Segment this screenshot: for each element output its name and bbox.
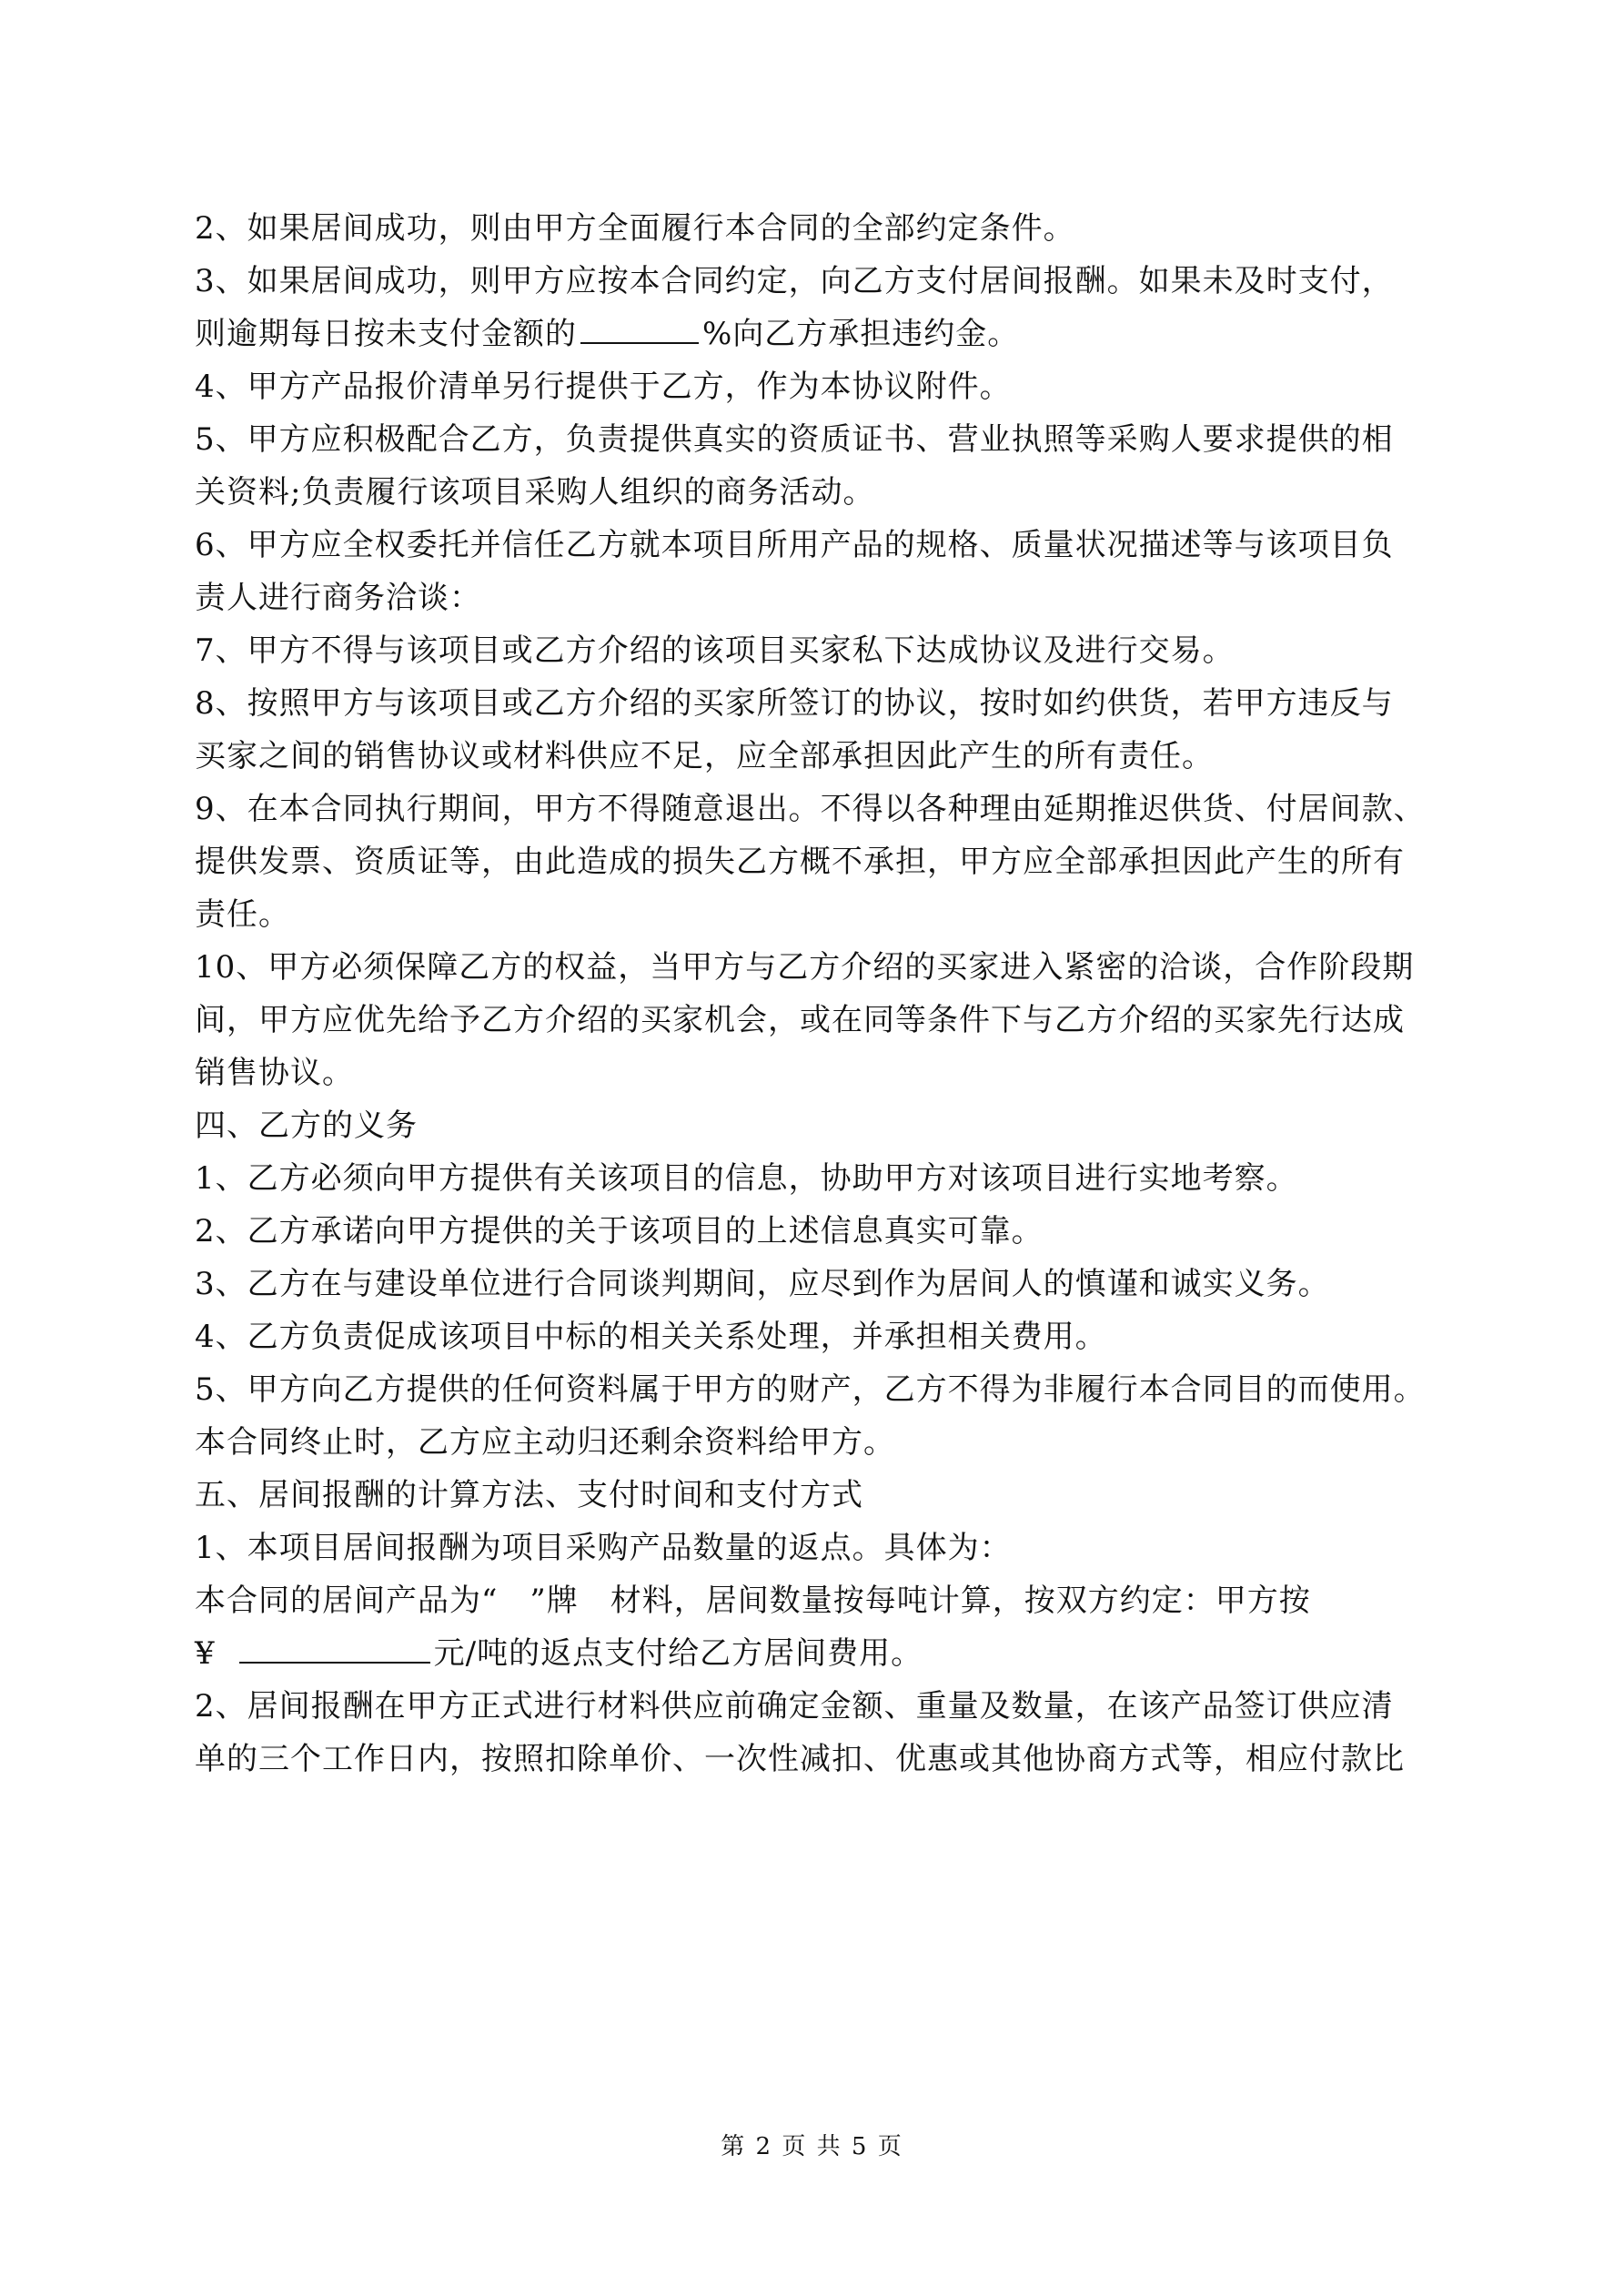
fee-amount-blank[interactable] <box>239 1627 430 1664</box>
text-line: 2、如果居间成功，则由甲方全面履行本合同的全部约定条件。 <box>195 210 1075 247</box>
text-line: 3、乙方在与建设单位进行合同谈判期间，应尽到作为居间人的慎谨和诚实义务。 <box>195 1266 1330 1302</box>
text-line: 1、乙方必须向甲方提供有关该项目的信息，协助甲方对该项目进行实地考察。 <box>195 1160 1298 1197</box>
text-line: 1、本项目居间报酬为项目采购产品数量的返点。具体为： <box>195 1530 1012 1566</box>
text-line: 4、甲方产品报价清单另行提供于乙方，作为本协议附件。 <box>195 369 1012 405</box>
text-line: 关资料;负责履行该项目采购人组织的商务活动。 <box>195 474 875 511</box>
fee-line-after: 元/吨的返点支付给乙方居间费用。 <box>433 1635 923 1672</box>
text-line: 销售协议。 <box>195 1055 354 1091</box>
text-line: 责人进行商务洽谈： <box>195 580 481 616</box>
penalty-line-after: %向乙方承担违约金。 <box>702 316 1020 352</box>
text-line: 2、居间报酬在甲方正式进行材料供应前确定金额、重量及数量，在该产品签订供应清 <box>195 1688 1394 1725</box>
text-line: 7、甲方不得与该项目或乙方介绍的该项目买家私下达成协议及进行交易。 <box>195 632 1235 669</box>
text-line: 3、如果居间成功，则甲方应按本合同约定，向乙方支付居间报酬。如果未及时支付， <box>195 263 1394 299</box>
text-line: 本合同终止时，乙方应主动归还剩余资料给甲方。 <box>195 1424 895 1461</box>
text-line: 5、甲方应积极配合乙方，负责提供真实的资质证书、营业执照等采购人要求提供的相 <box>195 421 1394 458</box>
penalty-line-before: 则逾期每日按未支付金额的 <box>195 316 577 352</box>
text-line: 8、按照甲方与该项目或乙方介绍的买家所签订的协议，按时如约供货，若甲方违反与 <box>195 685 1394 722</box>
section-heading: 四、乙方的义务 <box>195 1108 418 1144</box>
text-line: 4、乙方负责促成该项目中标的相关关系处理，并承担相关费用。 <box>195 1319 1107 1355</box>
text-line: 责任。 <box>195 896 290 933</box>
text-line: 9、在本合同执行期间，甲方不得随意退出。不得以各种理由延期推迟供货、付居间款、 <box>195 791 1426 827</box>
text-line: 提供发票、资质证等，由此造成的损失乙方概不承担，甲方应全部承担因此产生的所有 <box>195 844 1405 880</box>
section-heading: 五、居间报酬的计算方法、支付时间和支付方式 <box>195 1477 863 1513</box>
text-line: 单的三个工作日内，按照扣除单价、一次性减扣、优惠或其他协商方式等，相应付款比 <box>195 1741 1405 1777</box>
penalty-rate-blank[interactable] <box>580 308 699 344</box>
fee-line <box>195 1627 1441 1680</box>
text-line: 买家之间的销售协议或材料供应不足，应全部承担因此产生的所有责任。 <box>195 738 1214 774</box>
contract-body <box>195 202 1441 1785</box>
text-line: 2、乙方承诺向甲方提供的关于该项目的上述信息真实可靠。 <box>195 1213 1044 1249</box>
text-line: 5、甲方向乙方提供的任何资料属于甲方的财产，乙方不得为非履行本合同目的而使用。 <box>195 1371 1426 1408</box>
text-line: 本合同的居间产品为“ ”牌 材料，居间数量按每吨计算，按双方约定：甲方按 <box>195 1583 1311 1619</box>
text-line: 间，甲方应优先给予乙方介绍的买家机会，或在同等条件下与乙方介绍的买家先行达成 <box>195 1002 1405 1038</box>
penalty-line <box>195 308 1441 360</box>
text-line: 10、甲方必须保障乙方的权益，当甲方与乙方介绍的买家进入紧密的洽谈，合作阶段期 <box>195 949 1415 986</box>
page-footer: 第 2 页 共 5 页 <box>721 2133 903 2160</box>
text-line: 6、甲方应全权委托并信任乙方就本项目所用产品的规格、质量状况描述等与该项目负 <box>195 527 1394 563</box>
fee-line-before: ¥ <box>195 1635 216 1672</box>
